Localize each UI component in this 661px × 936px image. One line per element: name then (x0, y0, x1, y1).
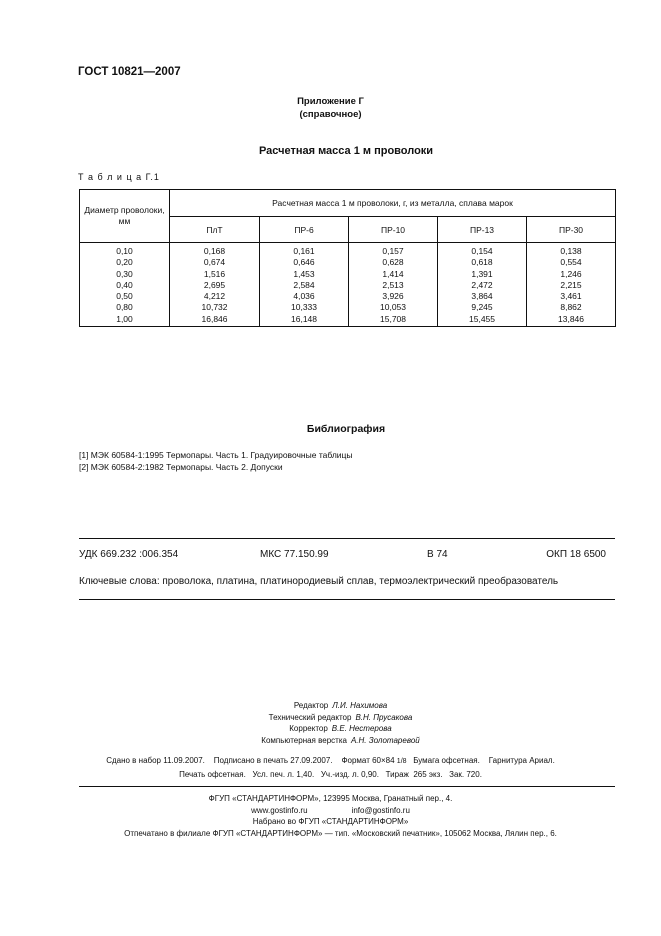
table-cell: 0,10 (116, 246, 133, 256)
table-cell: 10,732 (201, 302, 228, 313)
bibliography-item: [1] МЭК 60584-1:1995 Термопары. Часть 1. Градуировочные таблицы (79, 450, 353, 460)
annex-title (0, 95, 661, 121)
udk-code: УДК 669.232 :006.354 (79, 549, 179, 560)
publisher-contacts (0, 806, 661, 815)
print-dates: Сдано в набор 11.09.2007. Подписано в печать 27.09.2007. Формат 60×84 (106, 756, 395, 765)
table-cell: 4,212 (203, 291, 226, 302)
publisher-address: ФГУП «СТАНДАРТИНФОРМ», 123995 Москва, Гранатный пер., 4. (208, 794, 453, 803)
keywords: Ключевые слова: проволока, платина, платинородиевый сплав, термоэлектрический преобразователь (79, 576, 559, 587)
publisher-website: www.gostinfo.ru (251, 806, 308, 815)
format-fraction: 1/8 (396, 758, 407, 765)
mass-table (79, 189, 616, 327)
divider (79, 599, 615, 600)
table-cell: 0,20 (116, 257, 133, 268)
header-col-pr6: ПР-6 (260, 217, 349, 243)
tech-editor-name: В.Н. Прусакова (355, 712, 413, 722)
table-cell: 1,00 (116, 313, 133, 324)
table-cell: 0,554 (560, 257, 582, 268)
table-cell: 1,246 (560, 268, 582, 279)
table-cell: 0,50 (116, 291, 133, 302)
table-cell: 4,036 (293, 291, 315, 302)
table-cell: 16,148 (291, 313, 317, 324)
pr30-column (527, 243, 616, 327)
proofreader-name: В.Е. Нестерова (331, 724, 392, 733)
editor-name: Л.И. Нахимова (332, 701, 388, 710)
header-col-pr13: ПР-13 (438, 217, 527, 243)
proofreader-label: Корректор (289, 724, 328, 733)
table-cell: 2,513 (382, 279, 404, 290)
table-cell: 0,161 (293, 246, 315, 256)
table-cell: 0,154 (471, 246, 493, 256)
table-cell: 2,215 (560, 279, 582, 290)
table-heading: Расчетная масса 1 м проволоки (258, 145, 434, 157)
header-col-pr30: ПР-30 (527, 217, 616, 243)
table-cell: 16,846 (201, 313, 228, 324)
layout-name: А.Н. Золотаревой (350, 735, 420, 745)
typeset-note: Набрано во ФГУП «СТАНДАРТИНФОРМ» (252, 817, 409, 826)
annex-label: Приложение Г (297, 96, 364, 107)
table-cell: 2,584 (293, 279, 315, 290)
print-details-2: Печать офсетная. Усл. печ. л. 1,40. Уч.-изд. л. 0,90. Тираж 265 экз. Зак. 720. (179, 770, 482, 779)
header-diameter: Диаметр проволоки, мм (80, 190, 170, 243)
pr6-column (260, 243, 349, 327)
table-cell: 0,30 (116, 268, 133, 279)
plt-column (170, 243, 260, 327)
table-cell: 1,414 (382, 268, 404, 279)
table-cell: 3,864 (471, 291, 493, 302)
table-cell: 0,80 (116, 302, 133, 313)
table-cell: 0,628 (382, 257, 404, 268)
table-cell: 0,646 (293, 257, 315, 268)
pr10-column (349, 243, 438, 327)
table-cell: 1,453 (293, 268, 315, 279)
table-cell: 2,472 (471, 279, 493, 290)
table-cell: 8,862 (560, 302, 582, 313)
table-cell: 3,926 (382, 291, 404, 302)
header-group: Расчетная масса 1 м проволоки, г, из металла, сплава марок (170, 190, 616, 217)
pr13-column (438, 243, 527, 327)
editorial-staff (0, 700, 661, 746)
table-cell: 0,40 (116, 279, 133, 290)
divider (79, 538, 615, 539)
divider (79, 786, 615, 787)
table-cell: 10,053 (380, 302, 406, 313)
publisher-email: info@gostinfo.ru (351, 806, 410, 815)
table-cell: 0,157 (382, 246, 404, 256)
table-label: Т а б л и ц а Г.1 (78, 172, 160, 182)
annex-note: (справочное) (299, 109, 362, 120)
table-cell: 0,168 (203, 246, 226, 256)
printed-note: Отпечатано в филиале ФГУП «СТАНДАРТИНФОРМ» — тип. «Московский печатник», 105062 Москва, Лялин пер., 6. (124, 829, 557, 838)
table-cell: 2,695 (203, 279, 226, 290)
diameter-column (80, 243, 170, 327)
header-col-pr10: ПР-10 (349, 217, 438, 243)
table-cell: 15,708 (380, 313, 406, 324)
table-cell: 15,455 (469, 313, 495, 324)
editor-label: Редактор (293, 701, 329, 710)
group-code: В 74 (427, 549, 448, 560)
bibliography-item: [2] МЭК 60584-2:1982 Термопары. Часть 2. Допуски (79, 462, 283, 472)
header-col-plt: ПлТ (170, 217, 260, 243)
table-cell: 9,245 (471, 302, 493, 313)
table-cell: 1,516 (203, 268, 226, 279)
okp-code: ОКП 18 6500 (546, 549, 606, 560)
table-cell: 0,138 (560, 246, 582, 256)
table-cell: 3,461 (560, 291, 582, 302)
table-cell: 13,846 (558, 313, 584, 324)
table-cell: 10,333 (291, 302, 317, 313)
table-cell: 1,391 (471, 268, 493, 279)
document-code: ГОСТ 10821—2007 (78, 66, 181, 78)
bibliography-title: Библиография (306, 423, 386, 435)
table-cell: 0,674 (203, 257, 226, 268)
mks-code: МКС 77.150.99 (260, 549, 329, 560)
paper-font: Бумага офсетная. Гарнитура Ариал. (406, 756, 555, 765)
layout-label: Компьютерная верстка (261, 735, 347, 745)
tech-editor-label: Технический редактор (268, 712, 352, 722)
print-details-1 (0, 756, 661, 765)
table-cell: 0,618 (471, 257, 493, 268)
